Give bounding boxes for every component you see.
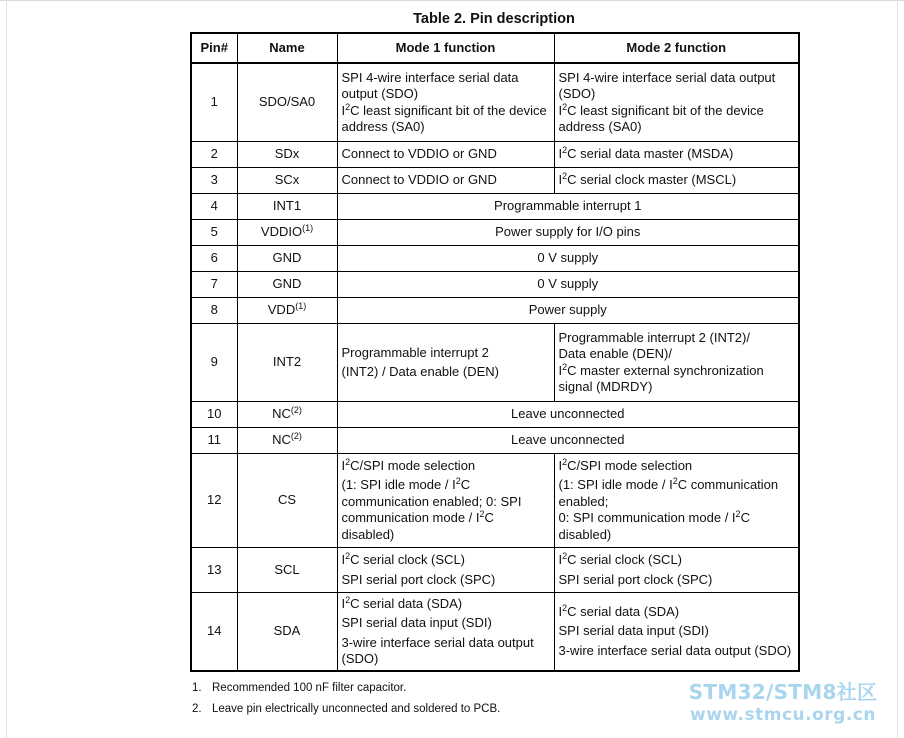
pin-name: INT1	[237, 194, 337, 220]
function-line: (1: SPI idle mode / $I^2C$ communication enabled; 0: SPI communication mode / $I^2C$ disabled)	[341, 476, 522, 542]
pin-name: SCL	[237, 548, 337, 593]
pin-name: INT2	[237, 324, 337, 402]
function-line: Connect to VDDIO or GND	[341, 146, 497, 162]
function-line: $I^2C$/SPI mode selection	[341, 456, 476, 473]
function-line: 3-wire interface serial data output (SDO)	[341, 634, 534, 666]
pin-number: 11	[191, 428, 237, 454]
function-line: Programmable interrupt 2	[341, 344, 489, 360]
pin-name-cell	[237, 220, 337, 246]
function-line: SPI serial port clock (SPC)	[341, 571, 496, 587]
footnote-text: Leave pin electrically unconnected and soldered to PCB.	[212, 703, 501, 715]
function-line: $I^2C$/SPI mode selection	[558, 456, 693, 473]
function-line: $I^2C$ serial clock (SCL)	[341, 551, 465, 567]
header-mode1: Mode 1 function	[337, 33, 554, 63]
table-row	[191, 63, 799, 142]
pin-number: 14	[191, 593, 237, 672]
header-name: Name	[237, 33, 337, 63]
function-line: $I^2C$ serial data (SDA)	[341, 594, 463, 611]
shared-function: Power supply for I/O pins	[337, 220, 799, 246]
function-line: $I^2C$ least significant bit of the device address (SA0)	[558, 101, 764, 134]
watermark-line-2: www.stmcu.org.cn	[690, 705, 876, 725]
pin-name-cell	[237, 428, 337, 454]
table-row	[191, 402, 799, 428]
mode2-function	[554, 324, 799, 402]
pin-name: SDA	[237, 593, 337, 672]
shared-function: Leave unconnected	[337, 428, 799, 454]
function-line: 3-wire interface serial data output (SDO)	[558, 642, 792, 658]
table-row	[191, 593, 799, 672]
pin-number: 12	[191, 454, 237, 548]
table-row	[191, 246, 799, 272]
pin-number: 3	[191, 168, 237, 194]
pin-name: SCx	[237, 168, 337, 194]
header-pin: Pin#	[191, 33, 237, 63]
function-line: $I^2C$ least significant bit of the device address (SA0)	[341, 101, 547, 134]
mode2-function	[554, 168, 799, 194]
shared-function: 0 V supply	[337, 272, 799, 298]
footnote-ref: (1)	[295, 301, 307, 312]
function-line: SPI serial data input (SDI)	[341, 615, 492, 630]
function-line: $I^2C$ serial data master (MSDA)	[558, 145, 734, 162]
pin-number: 10	[191, 402, 237, 428]
pin-name-cell	[237, 298, 337, 324]
function-line: (1: SPI idle mode / $I^2C$ communication enabled;	[558, 476, 779, 509]
pin-name: GND	[237, 246, 337, 272]
function-line: Connect to VDDIO or GND	[341, 172, 497, 188]
mode1-function	[337, 142, 554, 168]
pin-description-table	[190, 32, 800, 672]
function-line: SPI serial port clock (SPC)	[558, 571, 713, 587]
table-header-row	[191, 33, 799, 63]
pin-name: GND	[237, 272, 337, 298]
function-line: SPI serial data input (SDI)	[558, 623, 709, 639]
table-row	[191, 272, 799, 298]
pin-number: 7	[191, 272, 237, 298]
pin-name: CS	[237, 454, 337, 548]
function-line: $I^2C$ serial clock master (MSCL)	[558, 171, 737, 188]
page-left-border	[6, 0, 7, 738]
function-line: 0: SPI communication mode / $I^2C$ disabled)	[558, 509, 750, 542]
mode2-function	[554, 593, 799, 672]
mode1-function	[337, 454, 554, 548]
pin-name: SDx	[237, 142, 337, 168]
shared-function: Programmable interrupt 1	[337, 194, 799, 220]
shared-function: Leave unconnected	[337, 402, 799, 428]
function-line: $I^2C$ serial clock (SCL)	[558, 551, 682, 567]
pin-number: 5	[191, 220, 237, 246]
mode1-function	[337, 324, 554, 402]
pin-name: NC	[272, 406, 291, 422]
mode2-function	[554, 142, 799, 168]
table-row	[191, 298, 799, 324]
mode1-function	[337, 63, 554, 142]
pin-number: 2	[191, 142, 237, 168]
mode2-function	[554, 63, 799, 142]
page-top-border	[0, 0, 904, 1]
footnote-ref: (2)	[290, 431, 302, 442]
function-line: $I^2C$ master external synchronization signal (MDRDY)	[558, 361, 764, 394]
table-row	[191, 168, 799, 194]
shared-function: Power supply	[337, 298, 799, 324]
site-watermark	[669, 680, 897, 726]
pin-name: VDD	[267, 302, 296, 318]
function-line: Data enable (DEN)/	[558, 346, 672, 361]
footnote-ref: (2)	[290, 405, 302, 416]
pin-number: 4	[191, 194, 237, 220]
mode2-function	[554, 548, 799, 593]
mode1-function	[337, 168, 554, 194]
pin-number: 6	[191, 246, 237, 272]
footnote-ref: (1)	[302, 223, 314, 234]
pin-name: SDO/SA0	[237, 63, 337, 142]
table-row	[191, 194, 799, 220]
mode2-function	[554, 454, 799, 548]
table-row	[191, 428, 799, 454]
function-line: $I^2C$ serial data (SDA)	[558, 602, 680, 619]
shared-function: 0 V supply	[337, 246, 799, 272]
function-line: SPI 4-wire interface serial data output (SDO)	[341, 69, 519, 101]
table-row	[191, 220, 799, 246]
pin-number: 9	[191, 324, 237, 402]
pin-name-cell	[237, 402, 337, 428]
function-line: (INT2) / Data enable (DEN)	[341, 364, 499, 379]
function-line: SPI 4-wire interface serial data output (SDO)	[558, 69, 776, 101]
function-line: Programmable interrupt 2 (INT2)/	[558, 329, 750, 345]
table-title: Table 2. Pin description	[413, 11, 575, 27]
header-mode2: Mode 2 function	[554, 33, 799, 63]
footnote-text: Recommended 100 nF filter capacitor.	[212, 682, 407, 694]
pin-number: 13	[191, 548, 237, 593]
table-row	[191, 142, 799, 168]
table-row	[191, 548, 799, 593]
mode1-function	[337, 593, 554, 672]
mode1-function	[337, 548, 554, 593]
pin-name: VDDIO	[260, 224, 303, 240]
pin-number: 8	[191, 298, 237, 324]
footnote-number: 1.	[192, 682, 202, 694]
table-row	[191, 324, 799, 402]
footnote-number: 2.	[192, 703, 202, 715]
pin-name: NC	[272, 432, 291, 448]
page-right-border	[897, 0, 898, 738]
table-row	[191, 454, 799, 548]
watermark-line-1: STM32/STM8社区	[688, 680, 878, 704]
pin-number: 1	[191, 63, 237, 142]
